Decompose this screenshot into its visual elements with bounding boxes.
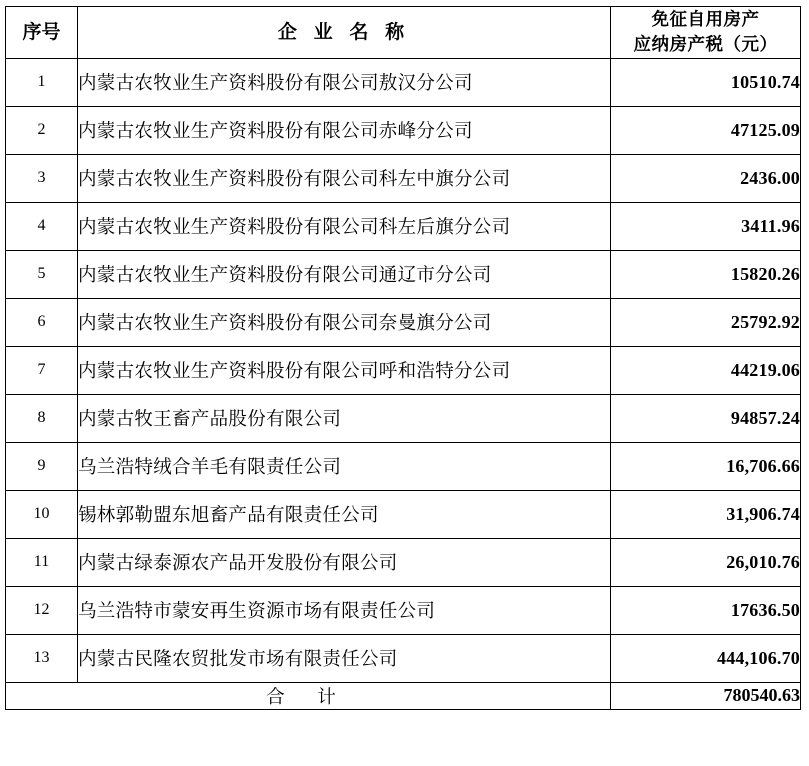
row-serial-number: 7 (6, 346, 78, 394)
table-row (6, 586, 801, 634)
row-enterprise-name: 内蒙古绿泰源农产品开发股份有限公司 (78, 538, 611, 586)
table-row (6, 154, 801, 202)
row-enterprise-name: 内蒙古牧王畜产品股份有限公司 (78, 394, 611, 442)
row-tax-amount: 25792.92 (611, 298, 801, 346)
row-serial-number: 6 (6, 298, 78, 346)
tax-exemption-table (5, 6, 801, 710)
total-amount: 780540.63 (611, 682, 801, 709)
table-row (6, 634, 801, 682)
row-serial-number: 9 (6, 442, 78, 490)
table-total-row (6, 682, 801, 709)
table-row (6, 442, 801, 490)
row-tax-amount: 15820.26 (611, 250, 801, 298)
table-header-row (6, 7, 801, 59)
table-row (6, 58, 801, 106)
row-serial-number: 4 (6, 202, 78, 250)
table-row (6, 106, 801, 154)
row-serial-number: 5 (6, 250, 78, 298)
table-row (6, 346, 801, 394)
table-row (6, 490, 801, 538)
row-enterprise-name: 乌兰浩特绒合羊毛有限责任公司 (78, 442, 611, 490)
row-tax-amount: 2436.00 (611, 154, 801, 202)
row-serial-number: 11 (6, 538, 78, 586)
row-serial-number: 2 (6, 106, 78, 154)
row-enterprise-name: 内蒙古民隆农贸批发市场有限责任公司 (78, 634, 611, 682)
header-tax-amount-line2: 应纳房产税（元） (633, 34, 778, 55)
row-enterprise-name: 内蒙古农牧业生产资料股份有限公司赤峰分公司 (78, 106, 611, 154)
row-tax-amount: 44219.06 (611, 346, 801, 394)
header-tax-amount-line1: 免征自用房产 (651, 9, 760, 29)
row-serial-number: 10 (6, 490, 78, 538)
row-tax-amount: 3411.96 (611, 202, 801, 250)
row-serial-number: 1 (6, 58, 78, 106)
row-enterprise-name: 内蒙古农牧业生产资料股份有限公司敖汉分公司 (78, 58, 611, 106)
row-enterprise-name: 内蒙古农牧业生产资料股份有限公司通辽市分公司 (78, 250, 611, 298)
document-page (0, 6, 809, 766)
row-tax-amount: 94857.24 (611, 394, 801, 442)
row-enterprise-name: 内蒙古农牧业生产资料股份有限公司科左后旗分公司 (78, 202, 611, 250)
row-serial-number: 12 (6, 586, 78, 634)
row-tax-amount: 17636.50 (611, 586, 801, 634)
row-tax-amount: 444,106.70 (611, 634, 801, 682)
table-row (6, 202, 801, 250)
row-tax-amount: 26,010.76 (611, 538, 801, 586)
row-serial-number: 13 (6, 634, 78, 682)
table-row (6, 250, 801, 298)
table-row (6, 394, 801, 442)
row-enterprise-name: 内蒙古农牧业生产资料股份有限公司奈曼旗分公司 (78, 298, 611, 346)
table-row (6, 298, 801, 346)
row-tax-amount: 47125.09 (611, 106, 801, 154)
row-enterprise-name: 锡林郭勒盟东旭畜产品有限责任公司 (78, 490, 611, 538)
row-tax-amount: 16,706.66 (611, 442, 801, 490)
row-enterprise-name: 内蒙古农牧业生产资料股份有限公司呼和浩特分公司 (78, 346, 611, 394)
header-serial-number: 序号 (6, 7, 78, 59)
row-enterprise-name: 内蒙古农牧业生产资料股份有限公司科左中旗分公司 (78, 154, 611, 202)
row-tax-amount: 10510.74 (611, 58, 801, 106)
row-serial-number: 3 (6, 154, 78, 202)
row-enterprise-name: 乌兰浩特市蒙安再生资源市场有限责任公司 (78, 586, 611, 634)
row-tax-amount: 31,906.74 (611, 490, 801, 538)
header-tax-amount (611, 7, 801, 59)
header-enterprise-name: 企 业 名 称 (78, 7, 611, 59)
table-row (6, 538, 801, 586)
row-serial-number: 8 (6, 394, 78, 442)
total-label: 合 计 (6, 682, 611, 709)
